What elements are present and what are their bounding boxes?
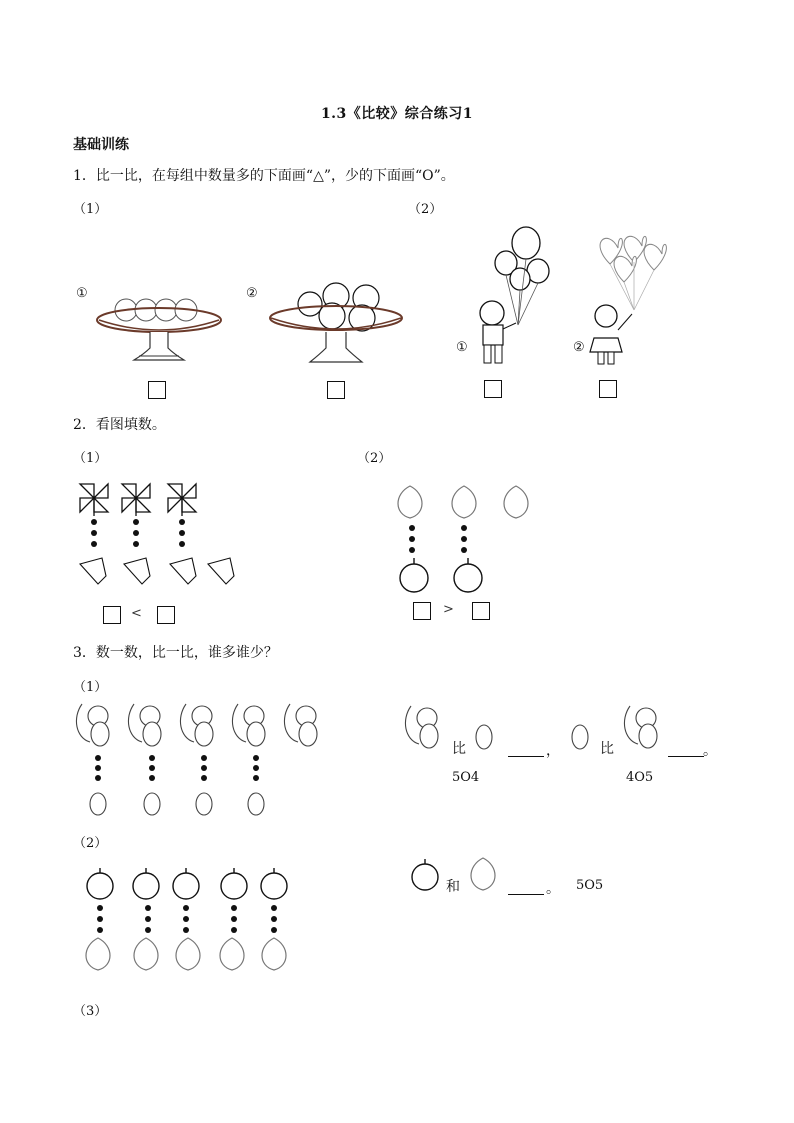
q2-answer-box-2[interactable]	[157, 606, 175, 624]
q2-answer-box-4[interactable]	[472, 602, 490, 620]
pinecone-icon	[472, 722, 496, 752]
squirrel-icon	[403, 700, 443, 750]
q1-girl-marker: ②	[573, 340, 585, 355]
q2-part2-label: （2）	[357, 451, 392, 466]
pinwheels-and-shuttlecocks-image	[74, 480, 249, 595]
question-1-text: 1．比一比，在每组中数量多的下面画“△”，少的下面画“O”。	[73, 168, 455, 184]
compare-word-bi-1: 比	[452, 741, 466, 757]
greater-than-symbol: >	[443, 602, 454, 617]
question-2-text: 2．看图填数。	[73, 417, 166, 433]
page-title: 1.3《比较》综合练习1	[320, 106, 474, 122]
q3-part2-label: （2）	[73, 836, 108, 851]
q2-answer-box-1[interactable]	[103, 606, 121, 624]
peach-icon	[465, 854, 501, 894]
q3-part1-label: （1）	[73, 680, 108, 695]
q1-plate1-marker: ①	[76, 286, 88, 301]
q1-answer-box-2[interactable]	[327, 381, 345, 399]
q3-part3-label: （3）	[73, 1004, 108, 1019]
question-3-text: 3．数一数，比一比，谁多谁少？	[73, 645, 278, 661]
apple-icon	[408, 858, 442, 892]
less-than-symbol: <	[131, 606, 142, 621]
compare-word-bi-2: 比	[600, 741, 614, 757]
and-word: 和	[446, 879, 460, 895]
comma: ，	[546, 743, 560, 759]
squirrels-and-pinecones-image	[74, 698, 334, 820]
compare-hint-2: 4O5	[626, 770, 654, 785]
girl-with-balloons-image	[588, 228, 678, 368]
q1-answer-box-4[interactable]	[599, 380, 617, 398]
q2-part1-label: （1）	[73, 451, 108, 466]
q1-part2-label: （2）	[408, 202, 443, 217]
peaches-and-apples-image	[388, 480, 548, 595]
fruit-plate-apples-image	[266, 278, 411, 370]
pinecone-icon	[568, 722, 592, 752]
q1-answer-box-1[interactable]	[148, 381, 166, 399]
answer-blank-3[interactable]	[508, 893, 544, 895]
q1-plate2-marker: ②	[246, 286, 258, 301]
period-2: 。	[546, 881, 560, 897]
answer-blank-2[interactable]	[668, 755, 704, 757]
apples-and-peaches-image	[76, 866, 306, 974]
squirrel-icon	[622, 700, 662, 750]
compare-hint-1: 5O4	[452, 770, 480, 785]
answer-blank-1[interactable]	[508, 755, 544, 757]
q1-part1-label: （1）	[73, 202, 108, 217]
q2-answer-box-3[interactable]	[413, 602, 431, 620]
section-heading: 基础训练	[73, 137, 129, 153]
boy-with-balloons-image	[470, 225, 560, 370]
compare-hint-3: 5O5	[576, 878, 604, 893]
period: 。	[703, 743, 717, 759]
q1-answer-box-3[interactable]	[484, 380, 502, 398]
q1-boy-marker: ①	[456, 340, 468, 355]
fruit-plate-small-fruits-image	[94, 290, 234, 370]
